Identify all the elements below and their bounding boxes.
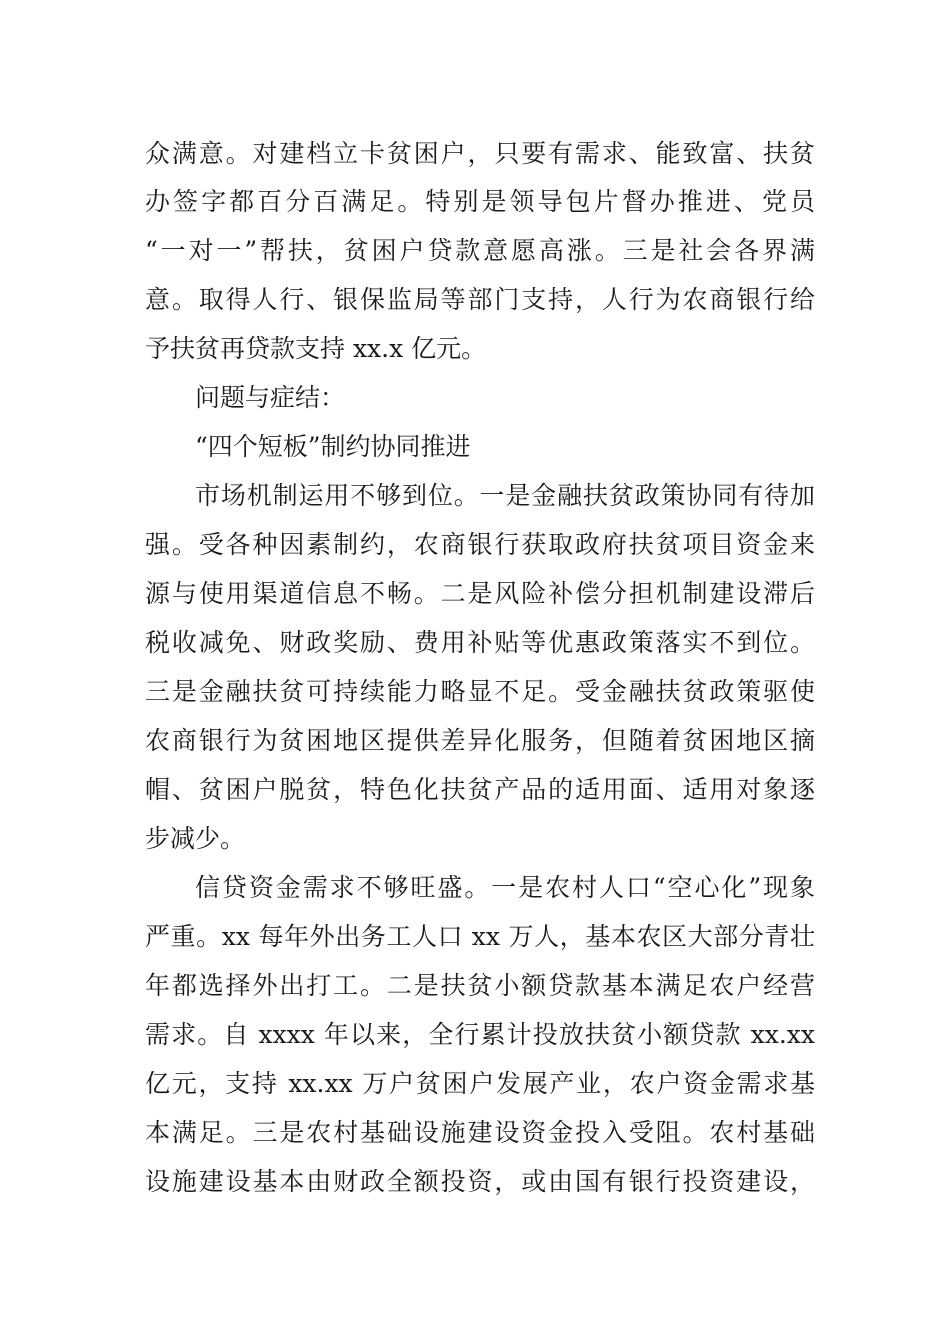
text-line: 本满足。三是农村基础设施建设资金投入受阻。农村基础 [145,1118,815,1147]
text-line: 帽、贫困户脱贫，特色化扶贫产品的适用面、适用对象逐 [145,775,815,804]
text-line: 严重。xx 每年外出务工人口 xx 万人，基本农区大部分青壮 [145,922,815,951]
text-line: 源与使用渠道信息不畅。二是风险补偿分担机制建设滞后 [145,579,815,608]
text-line: 步减少。 [145,824,246,853]
text-line: 亿元，支持 xx.xx 万户贫困户发展产业，农户资金需求基 [145,1069,815,1098]
section-heading: 问题与症结： [195,383,346,412]
text-line: 予扶贫再贷款支持 xx.x 亿元。 [145,334,487,363]
text-line: 众满意。对建档立卡贫困户，只要有需求、能致富、扶贫 [145,139,815,168]
text-line: 办签字都百分百满足。特别是领导包片督办推进、党员 [145,187,815,216]
text-line: 需求。自 xxxx 年以来，全行累计投放扶贫小额贷款 xx.xx [145,1020,815,1049]
text-line: 强。受各种因素制约，农商银行获取政府扶贫项目资金来 [145,530,815,559]
text-line: 设施建设基本由财政全额投资，或由国有银行投资建设， [145,1167,815,1196]
text-line: “一对一”帮扶，贫困户贷款意愿高涨。三是社会各界满 [145,236,815,265]
subsection-heading: “四个短板”制约协同推进 [195,432,471,461]
text-line: 意。取得人行、银保监局等部门支持，人行为农商银行给 [145,285,815,314]
text-line: 税收减免、财政奖励、费用补贴等优惠政策落实不到位。 [145,628,815,657]
text-line: 三是金融扶贫可持续能力略显不足。受金融扶贫政策驱使 [145,677,815,706]
text-line: 市场机制运用不够到位。一是金融扶贫政策协同有待加 [195,481,815,510]
text-line: 年都选择外出打工。二是扶贫小额贷款基本满足农户经营 [145,971,815,1000]
text-line: 信贷资金需求不够旺盛。一是农村人口“空心化”现象 [195,873,815,902]
text-line: 农商银行为贫困地区提供差异化服务，但随着贫困地区摘 [145,726,815,755]
